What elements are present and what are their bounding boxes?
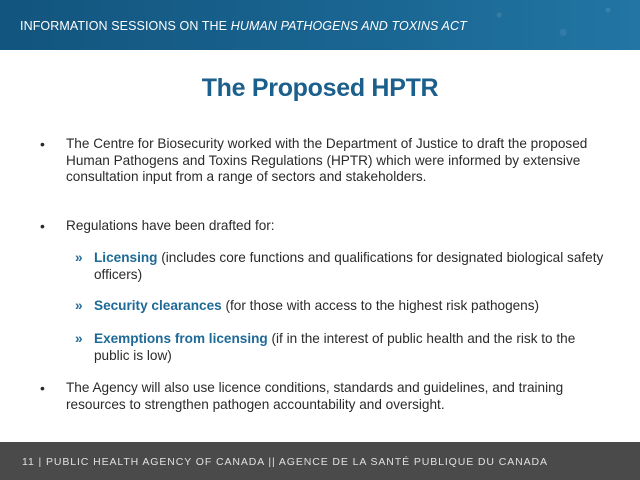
sub-item-exemptions [94,331,610,364]
header-prefix: INFORMATION SESSIONS ON THE [20,19,231,33]
bullet-marker: • [40,380,45,396]
header-title [20,19,467,33]
footer-band [0,442,640,480]
sub-item-licensing [94,250,610,283]
bullet-paragraph-2: Regulations have been drafted for: [66,218,275,233]
bullet-marker: • [40,136,45,152]
sub-bullet-marker: » [75,298,83,313]
sub-item-term: Licensing [94,250,158,265]
bullet-paragraph-3: The Agency will also use licence conditions, standards and guidelines, and training resources to strengthen pathogen accountability and oversight. [66,380,564,412]
slide-title: The Proposed HPTR [201,74,439,102]
sub-item-term: Security clearances [94,298,222,313]
bullet-marker: • [40,218,45,234]
sub-bullet-marker: » [75,331,83,346]
sub-item-detail: (for those with access to the highest risk pathogens) [221,298,540,313]
header-act-name: HUMAN PATHOGENS AND TOXINS ACT [230,19,467,33]
sub-item-detail: (if in the interest of public health and the risk to the public is low) [94,331,576,363]
sub-item-term: Exemptions from licensing [94,331,268,346]
header-band [0,0,640,50]
sub-bullet-marker: » [75,250,83,265]
bullet-paragraph-1: The Centre for Biosecurity worked with the Department of Justice to draft the proposed Human Pathogens and Toxins Regulations (HPTR) which were informed by extensive consultation input from a range of sectors and stakeholders. [66,136,588,185]
sub-item-detail: (includes core functions and qualifications for designated biological safety officers) [94,250,604,282]
sub-item-security-clearances [94,298,610,315]
footer-text: 11 | PUBLIC HEALTH AGENCY OF CANADA || AGENCE DE LA SANTÉ PUBLIQUE DU CANADA [22,456,548,468]
